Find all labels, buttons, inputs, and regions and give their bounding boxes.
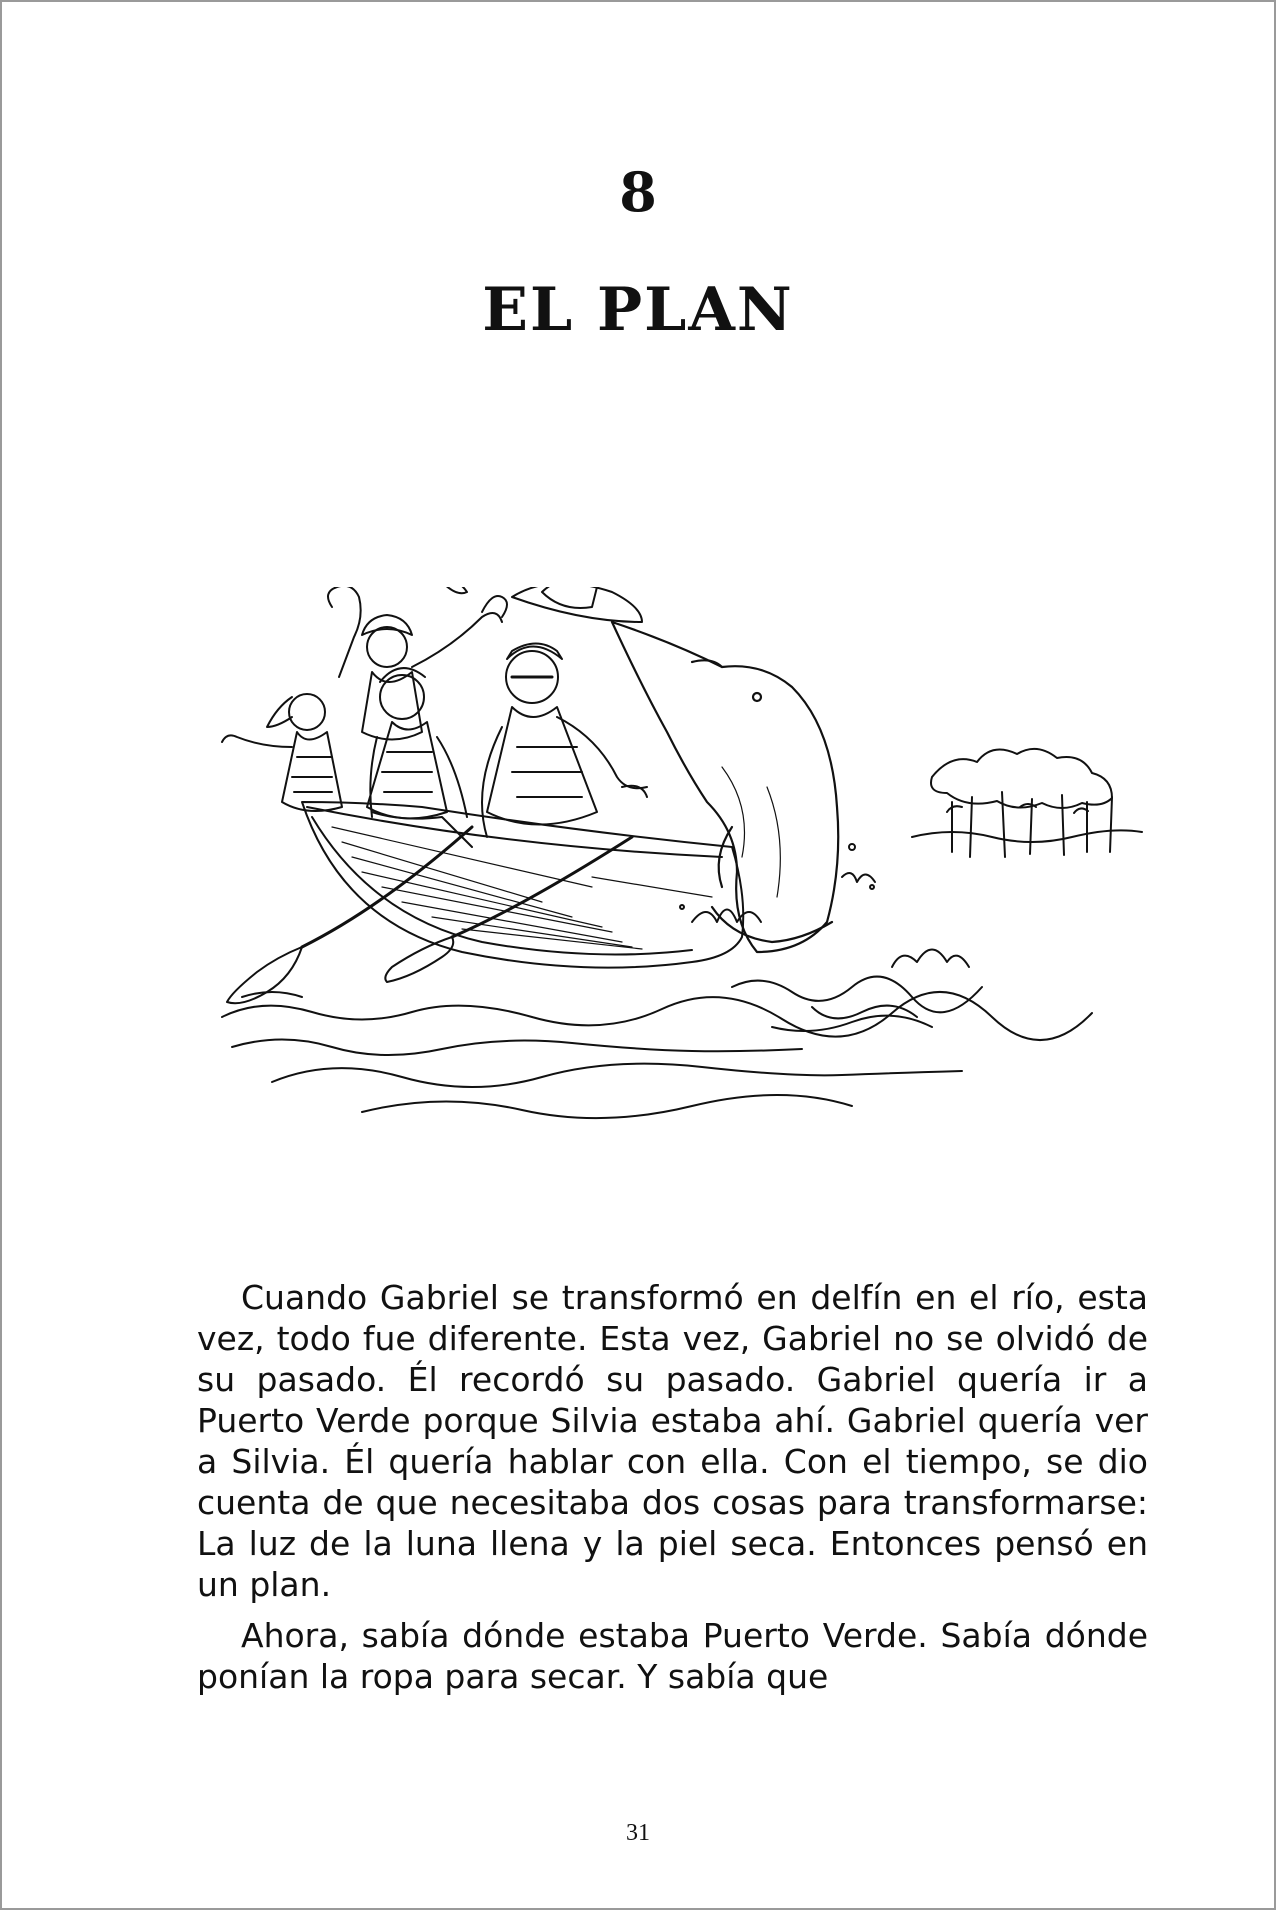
chapter-title: EL PLAN	[482, 275, 794, 345]
paragraph: Cuando Gabriel se transformó en delfín en el río, esta vez, todo fue diferente. Esta vez, Gabriel no se olvidó de su pasado. Él recordó su pasado. Gabriel quería ir a Puerto Verde porque Silvia estaba ahí. Gabriel quería ver a Silvia. Él quería hablar con ella. Con el tiempo, se dio cuenta de que necesitaba dos cosas para transformarse: La luz de la luna llena y la piel seca. Entonces pensó en un plan.	[197, 1278, 1148, 1604]
chapter-number: 8	[619, 160, 657, 224]
person-back-waving	[328, 587, 507, 740]
water-waves	[222, 950, 1092, 1119]
trees-illustration	[912, 749, 1142, 857]
page-number: 31	[626, 1820, 650, 1846]
person-front-man	[482, 644, 647, 838]
hat	[512, 587, 642, 622]
paragraph: Ahora, sabía dónde estaba Puerto Verde. Sabía dónde ponían la ropa para secar. Y sabía que	[197, 1616, 1148, 1696]
oars	[227, 827, 632, 1003]
person-left-woman	[222, 694, 342, 811]
body-text	[197, 1277, 1148, 1707]
boat-hull	[302, 802, 743, 968]
boat-with-dolphin-illustration	[212, 587, 1152, 1132]
